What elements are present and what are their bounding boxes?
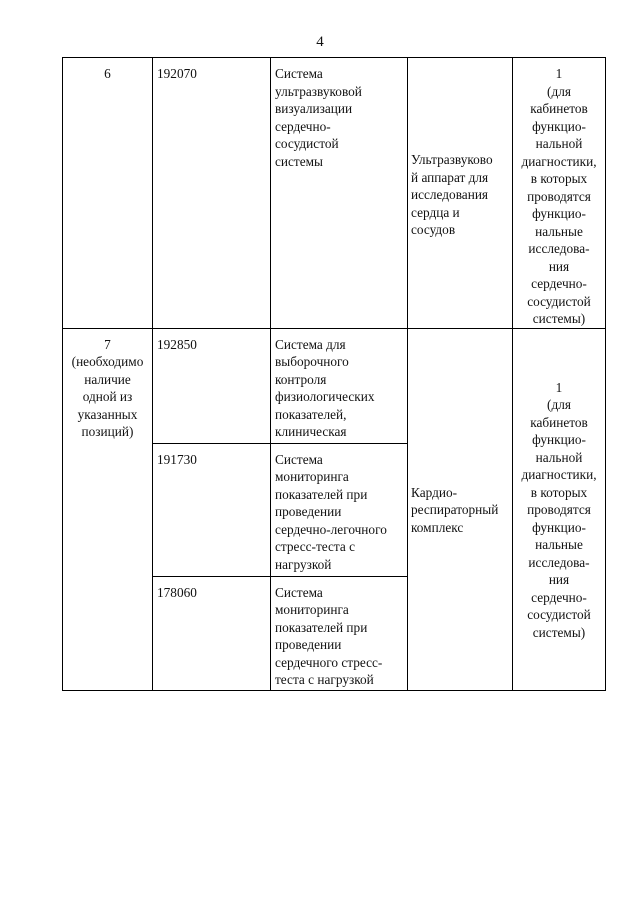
equipment-cell	[408, 58, 513, 329]
name-line: Система для	[275, 336, 346, 352]
name-line: сосудистой	[275, 136, 339, 151]
name-line: мониторинга	[275, 469, 349, 484]
name-line: визуализации	[275, 101, 353, 116]
code-value: 192070	[157, 66, 197, 81]
quantity-line: нальные	[535, 223, 583, 239]
name-line: показателей при	[275, 486, 368, 502]
equipment-line: сосудов	[411, 222, 456, 237]
name-line: сердечно-легочного	[275, 521, 387, 537]
quantity-line: нальной	[535, 136, 583, 151]
row-index-cell	[63, 328, 153, 690]
page-number: 4	[316, 34, 324, 50]
table-row	[63, 58, 606, 329]
quantity-line: проводятся	[527, 502, 591, 517]
name-line: показателей при	[275, 619, 368, 635]
quantity-line: сердечно-	[531, 276, 587, 291]
equipment-line: сердца и	[411, 204, 460, 220]
quantity-line: сосудистой	[527, 293, 591, 309]
name-line: сердечно-	[275, 118, 331, 134]
name-cell	[271, 443, 408, 576]
quantity-line: функцио-	[532, 432, 586, 447]
quantity-line: в которых	[530, 171, 588, 186]
quantity-cell	[513, 58, 606, 329]
code-value: 192850	[157, 336, 197, 352]
code-cell	[153, 443, 271, 576]
quantity-line: (для	[547, 397, 571, 412]
row-index-line: позиций)	[81, 424, 134, 439]
name-line: нагрузкой	[275, 556, 332, 572]
quantity-line: кабинетов	[530, 101, 588, 116]
equipment-line: комплекс	[411, 519, 464, 535]
row-index-line: (необходимо	[71, 354, 144, 369]
quantity-line: проводятся	[527, 188, 591, 204]
code-cell	[153, 58, 271, 329]
quantity-line: 1	[555, 66, 563, 81]
name-line: Система	[275, 584, 323, 600]
quantity-cell	[513, 328, 606, 690]
quantity-line: ния	[548, 572, 570, 587]
equipment-line: й аппарат для	[411, 169, 489, 185]
equipment-line: Кардио-	[411, 484, 458, 500]
quantity-line: диагностики,	[521, 467, 597, 482]
code-value: 178060	[157, 584, 197, 600]
name-cell	[271, 328, 408, 443]
name-line: контроля	[275, 371, 327, 387]
name-line: ультразвуковой	[275, 83, 362, 99]
equipment-cell	[408, 328, 513, 690]
name-line: системы	[275, 153, 323, 169]
row-index-line: указанных	[77, 406, 138, 422]
quantity-line: сердечно-	[531, 589, 587, 605]
code-value: 191730	[157, 451, 197, 467]
name-line: Система	[275, 66, 323, 81]
quantity-line: функцио-	[532, 118, 586, 134]
name-line: выборочного	[275, 354, 349, 369]
equipment-table	[62, 57, 606, 691]
table-row	[63, 328, 606, 443]
quantity-line: кабинетов	[530, 414, 588, 430]
name-line: физиологических	[275, 389, 375, 404]
equipment-line: исследования	[411, 187, 489, 202]
quantity-line: (для	[547, 83, 571, 99]
quantity-line: 1	[555, 379, 563, 395]
quantity-line: нальные	[535, 537, 583, 552]
name-cell	[271, 576, 408, 690]
quantity-line: исследова-	[528, 554, 590, 570]
equipment-line: респираторный	[411, 502, 499, 517]
quantity-line: функцио-	[532, 206, 586, 221]
name-line: стресс-теста с	[275, 539, 356, 554]
row-index-line: 6	[104, 66, 111, 81]
quantity-line: диагностики,	[521, 153, 597, 169]
code-cell	[153, 328, 271, 443]
name-line: Система	[275, 451, 323, 467]
quantity-line: в которых	[530, 484, 588, 500]
name-line: теста с нагрузкой	[275, 672, 374, 687]
name-line: показателей,	[275, 406, 347, 422]
code-cell	[153, 576, 271, 690]
name-cell	[271, 58, 408, 329]
quantity-line: сосудистой	[527, 607, 591, 622]
name-line: клиническая	[275, 424, 347, 439]
quantity-line: нальной	[535, 449, 583, 465]
quantity-line: системы)	[532, 311, 586, 326]
equipment-line: Ультразвуково	[411, 152, 493, 167]
quantity-line: функцио-	[532, 519, 586, 535]
quantity-line: исследова-	[528, 241, 590, 256]
row-index-line: наличие	[84, 371, 131, 387]
row-index-line: 7	[104, 336, 111, 352]
name-line: сердечного стресс-	[275, 654, 383, 670]
quantity-line: ния	[548, 258, 570, 274]
name-line: проведении	[275, 637, 342, 652]
row-index-line: одной из	[82, 389, 133, 404]
row-index-cell	[63, 58, 153, 329]
name-line: мониторинга	[275, 602, 349, 617]
name-line: проведении	[275, 504, 342, 519]
quantity-line: системы)	[532, 624, 586, 640]
